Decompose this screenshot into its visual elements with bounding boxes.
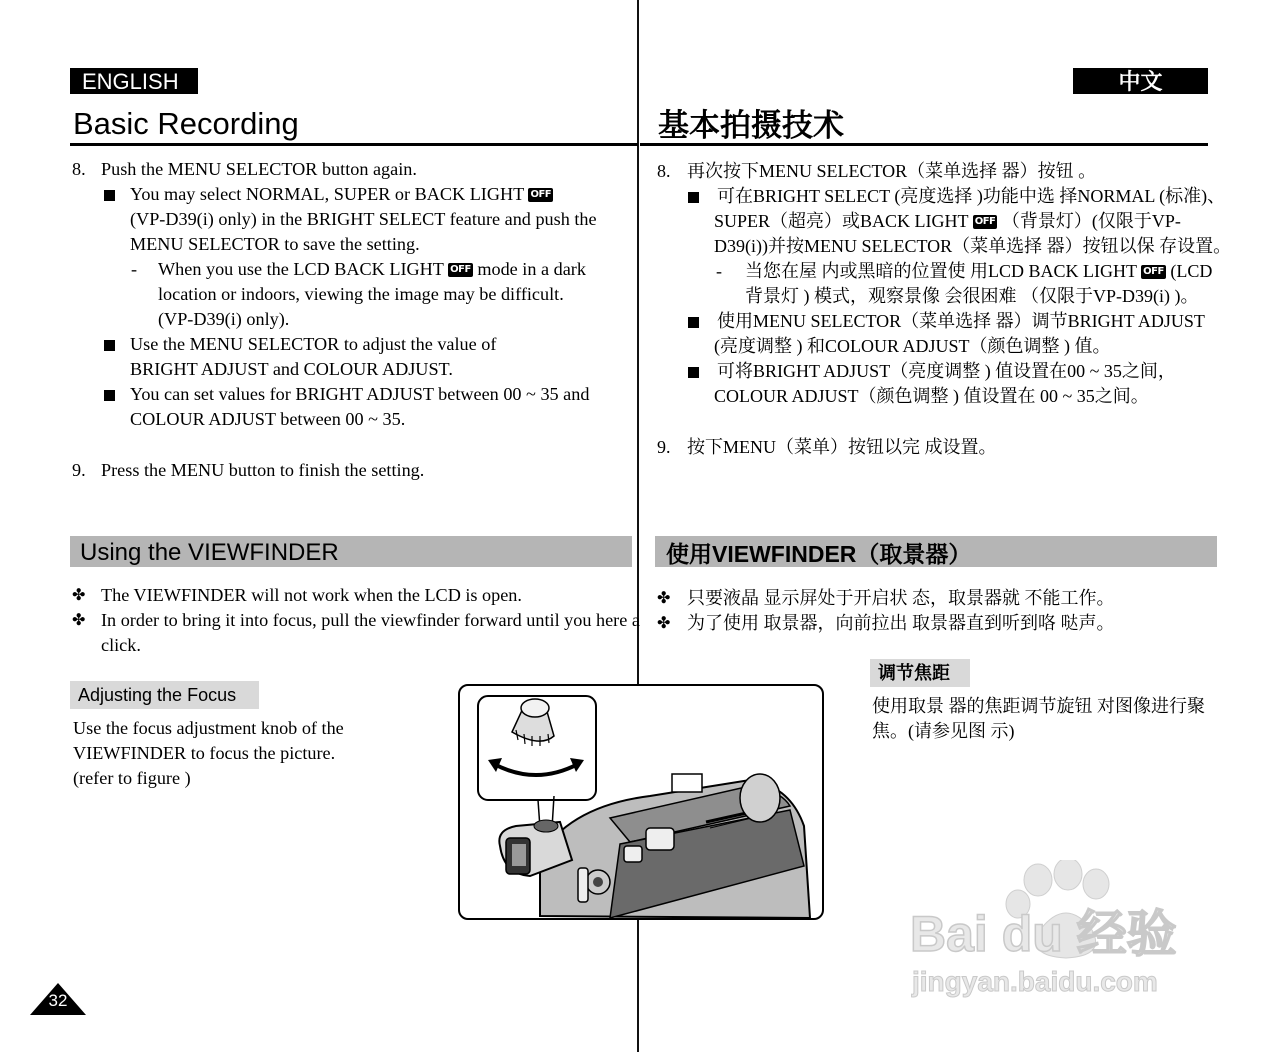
backlight-off-icon: OFF [530,189,552,200]
en-bullet-1-line-3: MENU SELECTOR to save the setting. [130,234,420,254]
english-tab: ENGLISH [70,68,198,94]
en-bullet-2-line-2: BRIGHT ADJUST and COLOUR ADJUST. [130,359,453,379]
zh-bullet-1-icon [688,191,699,209]
en-vf-point-2-line-1: In order to bring it into focus, pull the viewfinder forward until you here a [101,610,640,630]
zh-step-8-number: 8. [657,161,671,181]
zh-bullet-1-line-1: 可在BRIGHT SELECT (亮度选择 )功能中选 择NORMAL (标准)、 [717,186,1226,206]
en-focus-subheading: Adjusting the Focus [78,685,237,705]
zh-bullet-2-line-2: (亮度调整 ) 和COLOUR ADJUST（颜色调整 ) 值。 [714,336,1111,356]
en-bullet-3-line-2: COLOUR ADJUST between 00 ~ 35. [130,409,406,429]
zh-step-9-number: 9. [657,437,671,457]
en-focus-line-3: (refer to figure ) [73,768,191,788]
zh-viewfinder-heading: 使用VIEWFINDER（取景器） [666,541,972,567]
en-vf-point-1: The VIEWFINDER will not work when the LCD is open. [101,585,522,605]
zh-dash-1-line-2: 背景灯 ) 模式，观察景像 会很困难 （仅限于VP-D39(i) )。 [745,286,1199,306]
watermark-brand: Bai du 经验 [910,906,1177,962]
en-dash-1-line-3: (VP-D39(i) only). [158,309,290,329]
zh-bullet-1-line-2: SUPER（超亮）或BACK LIGHT OFF （背景灯）(仅限于VP- [714,211,1181,231]
english-page-title: Basic Recording [73,106,299,141]
zh-bullet-3-line-2: COLOUR ADJUST（颜色调整 ) 值设置在 00 ~ 35之间。 [714,386,1149,406]
zh-bullet-2-icon [688,316,699,334]
backlight-off-icon: OFF [974,216,996,227]
en-bullet-1-line-1: You may select NORMAL, SUPER or BACK LIGHT OFF [130,184,552,204]
en-viewfinder-heading: Using the VIEWFINDER [80,539,339,566]
en-bullet-1-icon [104,189,115,207]
english-title-rule [70,143,638,146]
camcorder-drawing [460,686,822,918]
zh-bullet-2-line-1: 使用MENU SELECTOR（菜单选择 器）调节BRIGHT ADJUST [717,311,1205,331]
camcorder-viewfinder-figure [458,684,824,920]
page-number: 32 [48,991,68,1010]
en-bullet-3-icon [104,389,115,407]
en-focus-line-2: VIEWFINDER to focus the picture. [73,743,336,763]
en-vf-cross-icon-2: ✤ [72,612,86,629]
en-step-8-text: Push the MENU SELECTOR button again. [101,159,417,179]
en-focus-line-1: Use the focus adjustment knob of the [73,718,344,738]
en-step-9-text: Press the MENU button to finish the setting. [101,460,425,480]
en-dash-1-line-1: When you use the LCD BACK LIGHT OFF mode in a dark [158,259,586,279]
zh-vf-point-2: 为了使用 取景器，向前拉出 取景器直到听到咯 哒声。 [687,613,1115,633]
en-bullet-1-line-2: (VP-D39(i) only) in the BRIGHT SELECT feature and push the [130,209,597,229]
zh-vf-point-1: 只要液晶 显示屏处于开启状 态，取景器就 不能工作。 [687,588,1115,608]
zh-step-9-text: 按下MENU（菜单）按钮以完 成设置。 [687,437,997,457]
zh-bullet-1-line-3: D39(i))并按MENU SELECTOR（菜单选择 器）按钮以保 存设置。 [714,236,1232,256]
chinese-tab: 中文 [1073,68,1208,94]
backlight-off-icon: OFF [1143,266,1164,277]
zh-bullet-3-icon [688,366,699,384]
backlight-off-icon: OFF [450,264,471,275]
watermark-url: jingyan.baidu.com [912,966,1158,997]
en-bullet-2-line-1: Use the MENU SELECTOR to adjust the value of [130,334,497,354]
en-dash-1-marker: - [131,259,138,279]
zh-focus-subheading: 调节焦距 [878,663,950,683]
zh-bullet-3-line-1: 可将BRIGHT ADJUST（亮度调整 ) 值设置在00 ~ 35之间， [717,361,1176,381]
en-step-8-number: 8. [72,159,86,179]
zh-focus-line-1: 使用取景 器的焦距调节旋钮 对图像进行聚 [872,696,1205,716]
zh-dash-1-marker: - [716,261,722,281]
zh-step-8-text: 再次按下MENU SELECTOR（菜单选择 器）按钮 。 [687,161,1097,181]
en-vf-cross-icon-1: ✤ [72,587,86,604]
zh-vf-cross-icon-2: ✤ [657,615,671,632]
zh-vf-cross-icon-1: ✤ [657,590,671,607]
en-bullet-2-icon [104,339,115,357]
chinese-title-rule [640,143,1208,146]
en-vf-point-2-line-2: click. [101,635,141,655]
zh-dash-1-line-1: 当您在屋 内或黑暗的位置使 用LCD BACK LIGHT OFF (LCD [745,261,1213,281]
en-step-9-number: 9. [72,460,86,480]
en-bullet-3-line-1: You can set values for BRIGHT ADJUST between 00 ~ 35 and [130,384,590,404]
baidu-watermark [900,860,1210,1010]
en-dash-1-line-2: location or indoors, viewing the image may be difficult. [158,284,564,304]
chinese-page-title: 基本拍摄技术 [658,108,844,143]
zh-focus-line-2: 焦。(请参见图 示) [872,721,1015,741]
